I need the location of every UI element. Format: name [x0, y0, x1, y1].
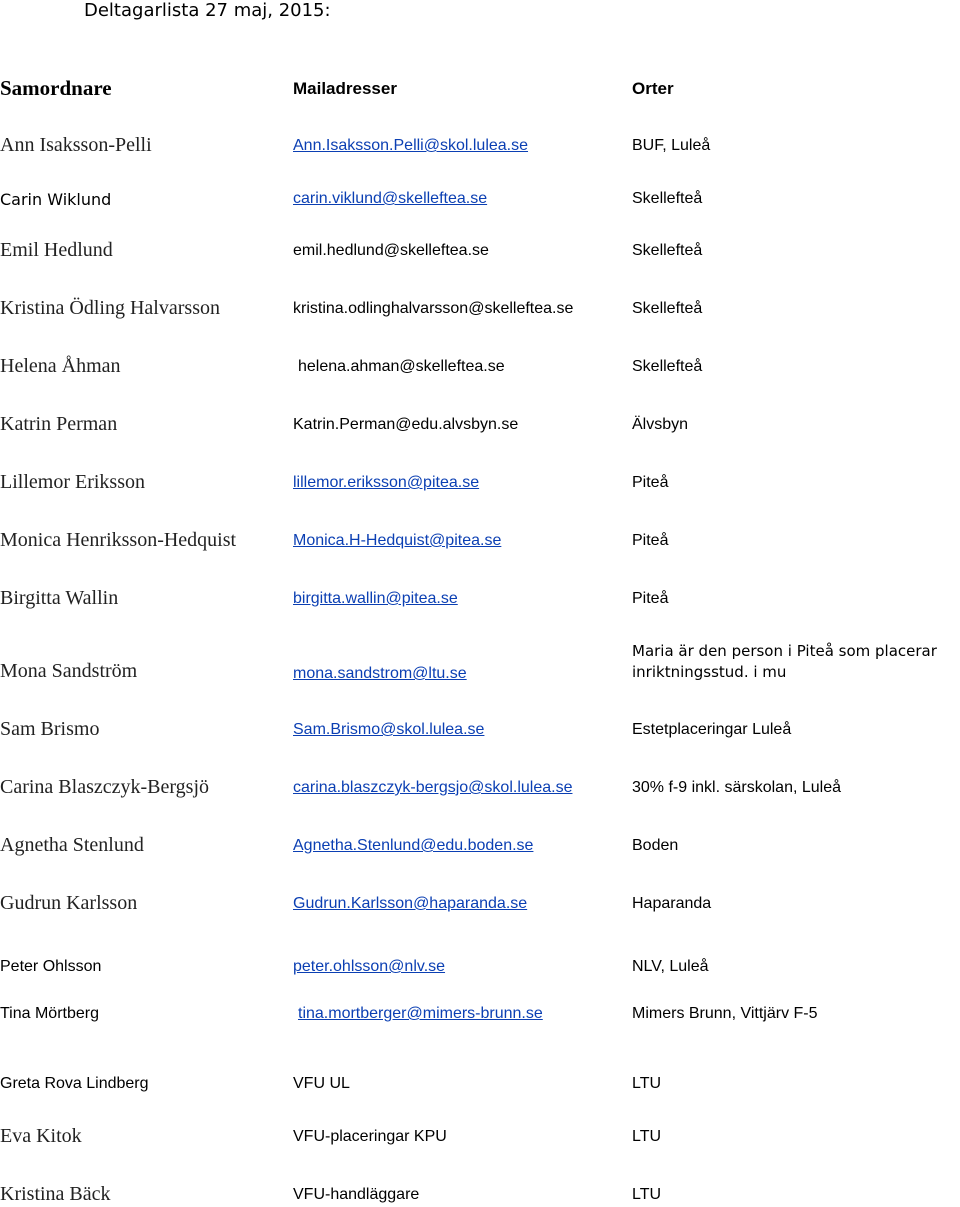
row-name: Greta Rova Lindberg — [0, 1075, 149, 1092]
row-name: Helena Åhman — [0, 355, 121, 377]
row-place: NLV, Luleå — [632, 958, 709, 975]
row-place: LTU — [632, 1128, 662, 1145]
row-name: Peter Ohlsson — [0, 958, 102, 975]
row-email-link[interactable]: peter.ohlsson@nlv.se — [293, 958, 446, 975]
row-place: LTU — [632, 1075, 662, 1092]
row-email-link[interactable]: tina.mortberger@mimers-brunn.se — [298, 1005, 543, 1022]
row-place: Haparanda — [632, 895, 712, 912]
row-place: Piteå — [632, 474, 669, 491]
row-email: emil.hedlund@skelleftea.se — [293, 242, 489, 259]
row-place: Estetplaceringar Luleå — [632, 721, 792, 738]
header-name: Samordnare — [0, 76, 112, 100]
row-name: Lillemor Eriksson — [0, 471, 145, 493]
row-email-link[interactable]: Agnetha.Stenlund@edu.boden.se — [293, 837, 534, 854]
row-email-link[interactable]: carina.blaszczyk-bergsjo@skol.lulea.se — [293, 779, 573, 796]
row-email: helena.ahman@skelleftea.se — [298, 358, 505, 375]
row-email-link[interactable]: Gudrun.Karlsson@haparanda.se — [293, 895, 528, 912]
header-place: Orter — [632, 79, 674, 98]
document-title: Deltagarlista 27 maj, 2015: — [84, 0, 331, 21]
row-email-link[interactable]: carin.viklund@skelleftea.se — [293, 190, 488, 207]
row-name: Mona Sandström — [0, 660, 138, 682]
row-name: Sam Brismo — [0, 718, 100, 740]
row-name: Monica Henriksson-Hedquist — [0, 529, 237, 551]
row-name: Kristina Ödling Halvarsson — [0, 297, 220, 319]
row-email: kristina.odlinghalvarsson@skelleftea.se — [293, 300, 574, 317]
row-place: Skellefteå — [632, 242, 703, 259]
row-email-link[interactable]: Sam.Brismo@skol.lulea.se — [293, 721, 485, 738]
row-name: Kristina Bäck — [0, 1183, 111, 1205]
row-place: LTU — [632, 1186, 662, 1203]
row-place-note: Maria är den person i Piteå som placerar inriktningsstud. i mu — [632, 642, 937, 681]
row-name: Carin Wiklund — [0, 190, 112, 209]
row-place: Boden — [632, 837, 679, 854]
row-place: 30% f-9 inkl. särskolan, Luleå — [632, 779, 841, 796]
row-name: Tina Mörtberg — [0, 1005, 99, 1022]
row-name: Agnetha Stenlund — [0, 834, 144, 856]
row-role: VFU-placeringar KPU — [293, 1128, 447, 1145]
row-place: Skellefteå — [632, 190, 703, 207]
row-email-link[interactable]: mona.sandstrom@ltu.se — [293, 665, 467, 682]
row-email-link[interactable]: birgitta.wallin@pitea.se — [293, 590, 458, 607]
row-name: Birgitta Wallin — [0, 587, 119, 609]
row-name: Gudrun Karlsson — [0, 892, 138, 914]
row-name: Emil Hedlund — [0, 239, 113, 261]
row-email: Katrin.Perman@edu.alvsbyn.se — [293, 416, 519, 433]
row-place: Skellefteå — [632, 300, 703, 317]
row-name: Carina Blaszczyk-Bergsjö — [0, 776, 210, 798]
row-email-link[interactable]: lillemor.eriksson@pitea.se — [293, 474, 480, 491]
row-place: Piteå — [632, 590, 669, 607]
row-place: BUF, Luleå — [632, 137, 711, 154]
row-place: Mimers Brunn, Vittjärv F-5 — [632, 1005, 818, 1022]
row-role: VFU UL — [293, 1075, 350, 1092]
row-name: Katrin Perman — [0, 413, 118, 435]
row-name: Ann Isaksson-Pelli — [0, 134, 152, 156]
row-email-link[interactable]: Monica.H-Hedquist@pitea.se — [293, 532, 502, 549]
header-email: Mailadresser — [293, 79, 397, 98]
row-name: Eva Kitok — [0, 1125, 82, 1147]
row-email-link[interactable]: Ann.Isaksson.Pelli@skol.lulea.se — [293, 137, 529, 154]
row-role: VFU-handläggare — [293, 1186, 420, 1203]
row-place: Piteå — [632, 532, 669, 549]
row-place: Älvsbyn — [632, 416, 689, 433]
row-place: Skellefteå — [632, 358, 703, 375]
